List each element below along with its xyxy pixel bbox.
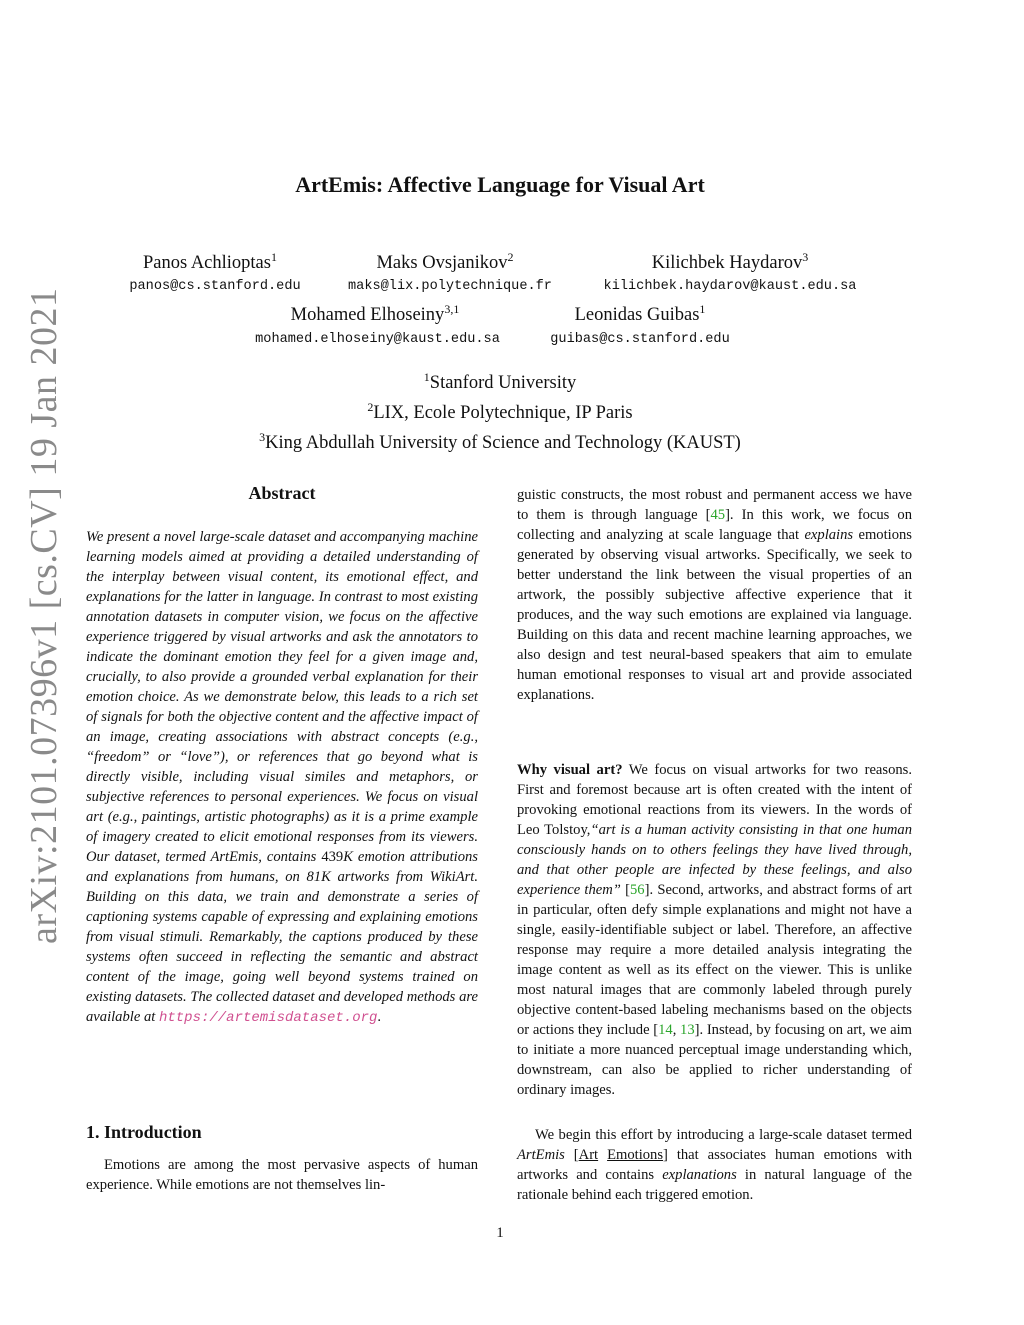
citation-13[interactable]: 13 (680, 1022, 695, 1038)
citation-45[interactable]: 45 (710, 507, 726, 523)
right-paragraph-3: We begin this effort by introducing a large-scale dataset termed ArtEmis [Art Emotions] that associates human emotions with artworks and contains explanations in natural language of the rationale behind each triggered emotion. (517, 1127, 913, 1203)
author-2: Maks Ovsjanikov$^2$ (376, 250, 514, 274)
affiliation-2: $^2$LIX, Ecole Polytechnique, IP Paris (367, 400, 633, 424)
author-5-email[interactable]: guibas@cs.stanford.edu (550, 332, 730, 347)
author-4: Mohamed Elhoseiny$^{3,1}$ (290, 302, 460, 326)
affiliations (0, 365, 1000, 455)
arxiv-id: arXiv:2101.07396v1 [cs.CV] 19 Jan 2021 (23, 287, 65, 944)
right-paragraph-2: Why visual art? We focus on visual artworks for two reasons. First and foremost because art is often created with the intent of provoking emotional reactions from its viewers. In the words of Leo Tolstoy,“art is a human activity consisting in that one human consciously hands on to others feelings they have lived through, and that other people are infected by these feelings, and also experience them” [56]. Second, artworks, and abstract forms of art in particular, often defy simple explanations and might not have a single, easily-identifiable subject or label. Therefore, an affective response may require a more detailed analysis integrating the image content as well as its effect on the viewer. This is unlike most natural images that are commonly labeled through purely objective content-based labeling mechanisms based on the objects or actions they include [14, 13]. Instead, by focusing on art, we aim to initiate a more nuanced perceptual image understanding which, downstream, can also be applied to richer understanding of ordinary images. (517, 762, 913, 1098)
intro-paragraph: Emotions are among the most pervasive aspects of human experience. While emotions are not themselves lin- (86, 1157, 478, 1193)
abstract-heading: Abstract (248, 483, 316, 503)
author-1: Panos Achlioptas$^1$ (143, 250, 277, 274)
author-3: Kilichbek Haydarov$^3$ (651, 250, 809, 274)
citation-14[interactable]: 14 (658, 1022, 673, 1038)
author-2-email[interactable]: maks@lix.polytechnique.fr (348, 279, 552, 294)
author-5: Leonidas Guibas$^1$ (574, 302, 706, 326)
affiliation-1: $^1$Stanford University (423, 370, 577, 394)
affiliation-3: $^3$King Abdullah University of Science and Technology (KAUST) (259, 430, 741, 454)
page-number: 1 (496, 1225, 504, 1241)
right-paragraph-1: guistic constructs, the most robust and permanent access we have to them is through language [45]. In this work, we focus on collecting and analyzing at scale language that explains emotions generated by observing visual artworks. Specifically, we seek to better understand the link between the visual properties of an artwork, the possibly subjective affective experience that it produces, and the way such emotions are explained via language. Building on this data and recent machine learning approaches, we also design and test neural-based speakers that aim to emulate human emotional responses to visual art and provide associated explanations. (517, 487, 912, 703)
paper-title: ArtEmis: Affective Language for Visual Art (295, 172, 705, 197)
dataset-link[interactable]: https://artemisdataset.org (158, 1010, 378, 1026)
citation-56[interactable]: 56 (630, 882, 645, 898)
abstract-body: We present a novel large-scale dataset and accompanying machine learning models aimed at providing a detailed understanding of the interplay between visual content, its emotional effect, and explanations for the latter in language. In contrast to most existing annotation datasets in computer vision, we focus on the affective experience triggered by visual artworks and ask the annotators to indicate the dominant emotion they feel for a given image and, crucially, to also provide a grounded verbal explanation for their emotion choice. As we demonstrate below, this leads to a rich set of signals for both the objective content and the affective impact of an image, creating associations with abstract concepts (e.g., “freedom” or “love”), or references that go beyond what is directly visible, including visual similes and metaphors, or subjective references to personal experiences. We focus on visual art (e.g., paintings, artistic photographs) as it is a prime example of imagery created to elicit emotional responses from its viewers. Our dataset, termed ArtEmis, contains 439K emotion attributions and explanations from humans, on 81K artworks from WikiArt. Building on this data, we train and demonstrate a series of captioning systems capable of expressing and explaining emotions from visual stimuli. Remarkably, the captions produced by these systems often succeed in reflecting the semantic and abstract content of the image, going well beyond systems trained on existing datasets. The collected dataset and developed methods are available at https://artemisdataset.org. (86, 529, 478, 1026)
author-4-email[interactable]: mohamed.elhoseiny@kaust.edu.sa (255, 332, 500, 347)
why-visual-art-heading: Why visual art? (517, 762, 623, 778)
author-3-email[interactable]: kilichbek.haydarov@kaust.edu.sa (603, 279, 857, 294)
author-1-email[interactable]: panos@cs.stanford.edu (129, 279, 301, 294)
section-heading-introduction: 1. Introduction (86, 1122, 202, 1142)
